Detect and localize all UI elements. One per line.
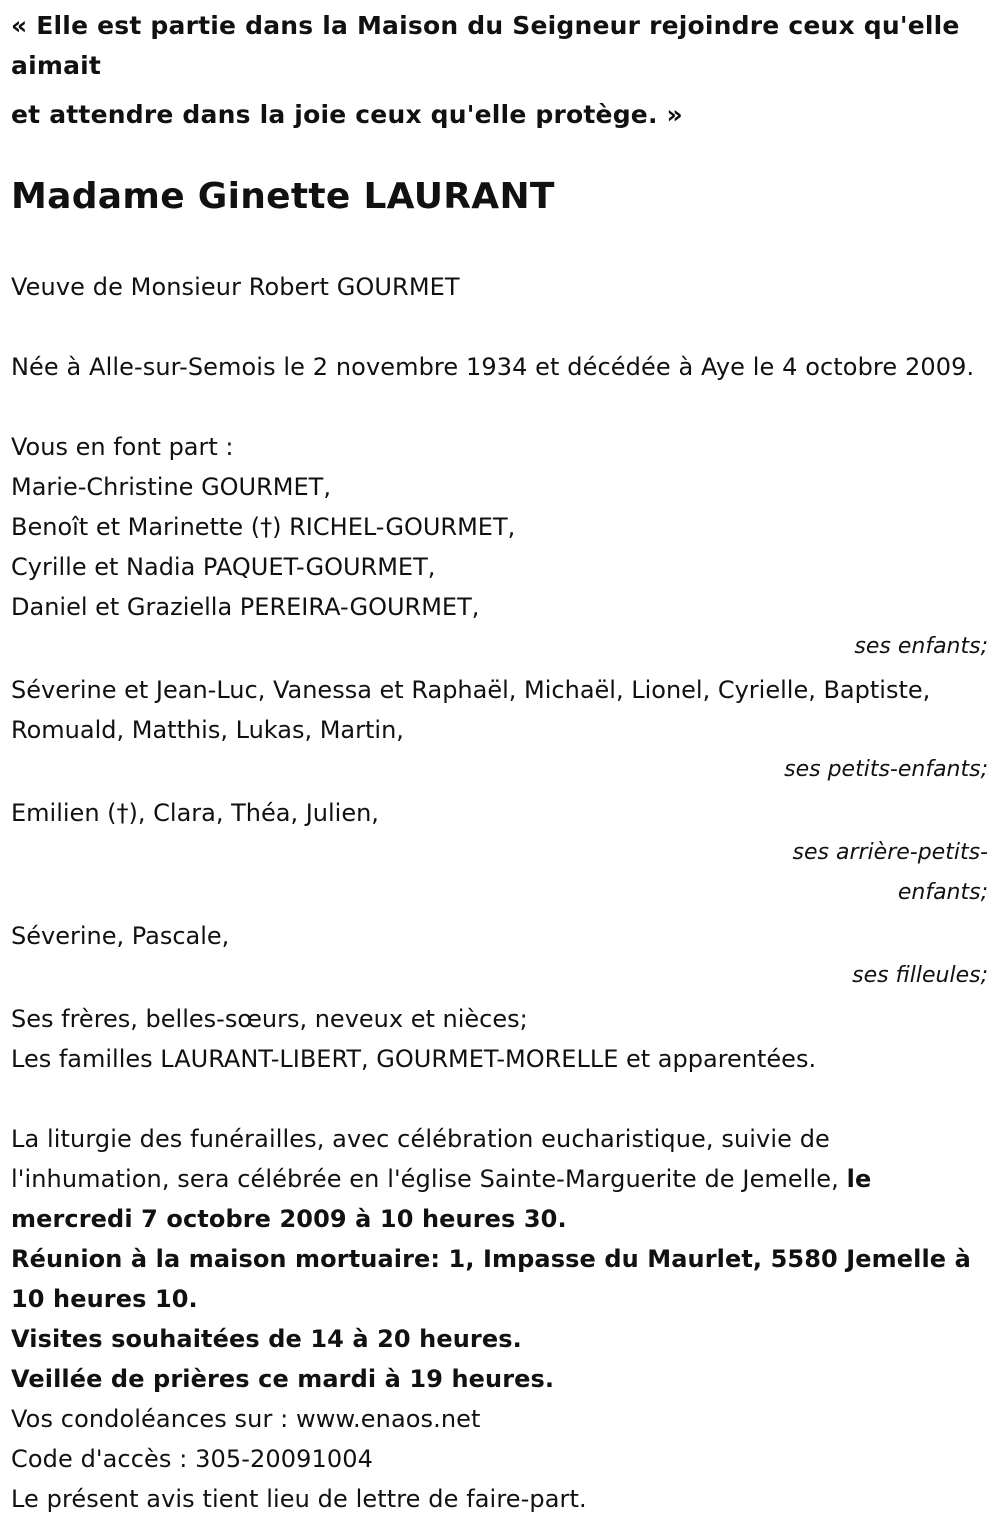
announcers-intro: Vous en font part : (11, 433, 234, 461)
quote-line-1: « Elle est partie dans la Maison du Seigneur rejoindre ceux qu'elle aimait (11, 11, 960, 80)
liturgy-text: La liturgie des funérailles, avec célébration eucharistique, suivie de l'inhumation, sera célébrée en l'église Sainte-Marguerite de Jemelle, (11, 1125, 839, 1193)
quote-line-2: et attendre dans la joie ceux qu'elle protège. » (11, 100, 683, 129)
vigil-info: Veillée de prières ce mardi à 19 heures. (11, 1365, 555, 1393)
great-grandchildren-label: ses arrière-petits-enfants; (792, 840, 988, 905)
grandchildren-label: ses petits-enfants; (784, 757, 988, 782)
birth-death: Née à Alle-sur-Semois le 2 novembre 1934 et décédée à Aye le 4 octobre 2009. (11, 353, 975, 381)
child-entry: Marie-Christine GOURMET, (11, 473, 331, 501)
great-grandchildren-list: Emilien (†), Clara, Théa, Julien, (11, 799, 379, 827)
deceased-name: Madame Ginette LAURANT (11, 176, 555, 217)
visits-info: Visites souhaitées de 14 à 20 heures. (11, 1325, 522, 1353)
child-entry: Daniel et Graziella PEREIRA-GOURMET, (11, 593, 480, 621)
ceremony-section (11, 1119, 990, 1519)
child-entry: Benoît et Marinette (†) RICHEL-GOURMET, (11, 513, 516, 541)
liturgy-paragraph (11, 1119, 990, 1239)
child-entry: Cyrille et Nadia PAQUET-GOURMET, (11, 553, 436, 581)
grandchildren-list: Séverine et Jean-Luc, Vanessa et Raphaël, Michaël, Lionel, Cyrielle, Baptiste, Romuald, Matthis, Lukas, Martin, (11, 676, 931, 744)
meeting-info: Réunion à la maison mortuaire: 1, Impasse du Maurlet, 5580 Jemelle à 10 heures 10. (11, 1245, 971, 1313)
notice-line: Le présent avis tient lieu de lettre de faire-part. (11, 1485, 587, 1513)
goddaughters-label: ses filleules; (852, 963, 988, 988)
children-label: ses enfants; (854, 634, 988, 659)
ceremony-date-time: le mercredi 7 octobre 2009 à 10 heures 30. (11, 1165, 872, 1233)
widow-of: Veuve de Monsieur Robert GOURMET (11, 273, 460, 301)
announcers-section (11, 427, 990, 1079)
goddaughters-list: Séverine, Pascale, (11, 922, 230, 950)
families-line: Les familles LAURANT-LIBERT, GOURMET-MORELLE et apparentées. (11, 1045, 817, 1073)
condolences-info: Vos condoléances sur : www.enaos.net (11, 1405, 481, 1433)
access-code: Code d'accès : 305-20091004 (11, 1445, 373, 1473)
siblings-line: Ses frères, belles-sœurs, neveux et nièces; (11, 1005, 528, 1033)
